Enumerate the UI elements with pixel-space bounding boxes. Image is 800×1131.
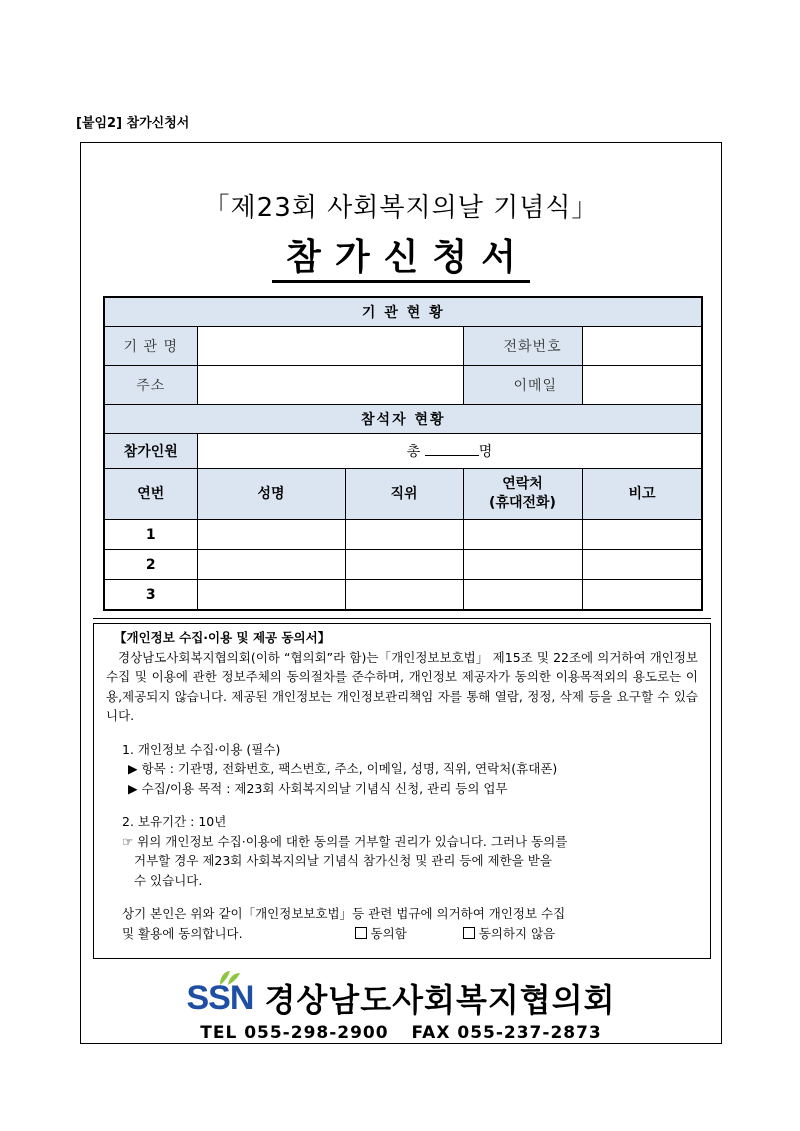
disagree-label: 동의하지 않음 <box>478 925 556 941</box>
address-label: 주소 <box>104 366 197 405</box>
phone-field[interactable] <box>582 327 702 366</box>
col-header-contact-line1: 연락처 <box>502 476 543 492</box>
col-header-contact-line2: (휴대전화) <box>489 495 556 511</box>
org-name-field[interactable] <box>197 327 463 366</box>
agree-checkbox[interactable] <box>355 927 367 939</box>
consent-item2-note-2: 거부할 경우 제23회 사회복지의날 기념식 참가신청 및 관리 등에 제한을 받을 <box>134 853 552 868</box>
table-row <box>104 520 702 550</box>
tel-number: TEL 055-298-2900 <box>200 1023 389 1043</box>
application-table <box>103 296 703 611</box>
row-no: 3 <box>104 580 197 611</box>
col-header-position: 직위 <box>345 469 463 520</box>
address-field[interactable] <box>197 366 463 405</box>
attachment-label: [붙임2] 참가신청서 <box>76 116 190 131</box>
org-section-header: 기 관 현 황 <box>104 297 702 327</box>
col-header-no: 연번 <box>104 469 197 520</box>
consent-item2-note-1: ☞ 위의 개인정보 수집·이용에 대한 동의를 거부할 권리가 있습니다. 그러나 동의를 <box>122 833 568 849</box>
row-note[interactable] <box>582 520 702 550</box>
consent-closing-2-row <box>122 924 698 944</box>
row-note[interactable] <box>582 580 702 611</box>
row-name[interactable] <box>197 550 345 580</box>
row-position[interactable] <box>345 520 463 550</box>
table-row <box>104 550 702 580</box>
email-label: 이메일 <box>463 366 582 405</box>
row-position[interactable] <box>345 550 463 580</box>
consent-title: 【개인정보 수집·이용 및 제공 동의서】 <box>114 630 331 645</box>
org-logo <box>81 975 721 1021</box>
consent-closing-2: 및 활용에 동의합니다. <box>122 925 243 941</box>
attendee-section-header: 참석자 현황 <box>104 405 702 434</box>
col-header-name: 성명 <box>197 469 345 520</box>
attendee-count-cell <box>197 434 702 469</box>
divider <box>93 618 711 619</box>
ssn-logo <box>186 979 253 1018</box>
col-header-contact <box>463 469 582 520</box>
disagree-option[interactable] <box>463 926 555 941</box>
email-field[interactable] <box>582 366 702 405</box>
consent-item1-bullet2: ▶ 수집/이용 목적 : 제23회 사회복지의날 기념식 신청, 관리 등의 업무 <box>128 780 508 796</box>
ssn-logo-text: SSN <box>186 978 254 1017</box>
consent-item2-note-3: 수 있습니다. <box>134 872 203 888</box>
count-suffix: 명 <box>478 444 493 460</box>
row-phone[interactable] <box>463 520 582 550</box>
consent-item2-title: 2. 보유기간 : 10년 <box>122 814 227 829</box>
leaf-icon <box>216 969 242 987</box>
form-title <box>81 229 721 280</box>
row-name[interactable] <box>197 580 345 611</box>
row-position[interactable] <box>345 580 463 611</box>
row-no: 2 <box>104 550 197 580</box>
event-title: 「제23회 사회복지의날 기념식」 <box>203 193 599 223</box>
row-phone[interactable] <box>463 580 582 611</box>
attendee-count-label: 참가인원 <box>104 434 197 469</box>
phone-label: 전화번호 <box>463 327 582 366</box>
attendee-count-field[interactable] <box>425 443 479 456</box>
consent-closing-1: 상기 본인은 위와 같이「개인정보보호법」등 관련 법규에 의거하여 개인정보 수집 <box>122 906 566 921</box>
consent-item1-title: 1. 개인정보 수집·이용 (필수) <box>122 741 281 757</box>
org-name: 경상남도사회복지협의회 <box>264 981 616 1019</box>
consent-item1-bullet1: ▶ 항목 : 기관명, 전화번호, 팩스번호, 주소, 이메일, 성명, 직위, 연락처(휴대폰) <box>128 761 558 776</box>
form-title-text: 참가신청서 <box>272 237 530 283</box>
count-prefix: 총 <box>406 444 421 460</box>
row-name[interactable] <box>197 520 345 550</box>
row-phone[interactable] <box>463 550 582 580</box>
agree-option[interactable] <box>355 926 407 941</box>
fax-number: FAX 055-237-2873 <box>411 1023 602 1043</box>
row-no: 1 <box>104 520 197 550</box>
application-form <box>80 142 722 1044</box>
disagree-checkbox[interactable] <box>463 927 475 939</box>
consent-box <box>93 623 711 959</box>
consent-paragraph: 경상남도사회복지협의회(이하 “협의회”라 함)는「개인정보보호법」 제15조 및 22조에 의거하여 개인정보수집 및 이용에 관한 정보주체의 동의절차를 준수하며, 개인정보 제공자가 동의한 이용목적외의 용도로는 이용,제공되지 않습니다. 제공된 개인정보는 개인정보관리책임 자를 통해 열람, 정정, 삭제 등을 요구할 수 있습니다. <box>106 649 698 723</box>
col-header-note: 비고 <box>582 469 702 520</box>
org-name-label: 기 관 명 <box>104 327 197 366</box>
agree-label: 동의함 <box>370 925 407 941</box>
table-row <box>104 580 702 611</box>
row-note[interactable] <box>582 550 702 580</box>
contact-info <box>81 1023 721 1043</box>
